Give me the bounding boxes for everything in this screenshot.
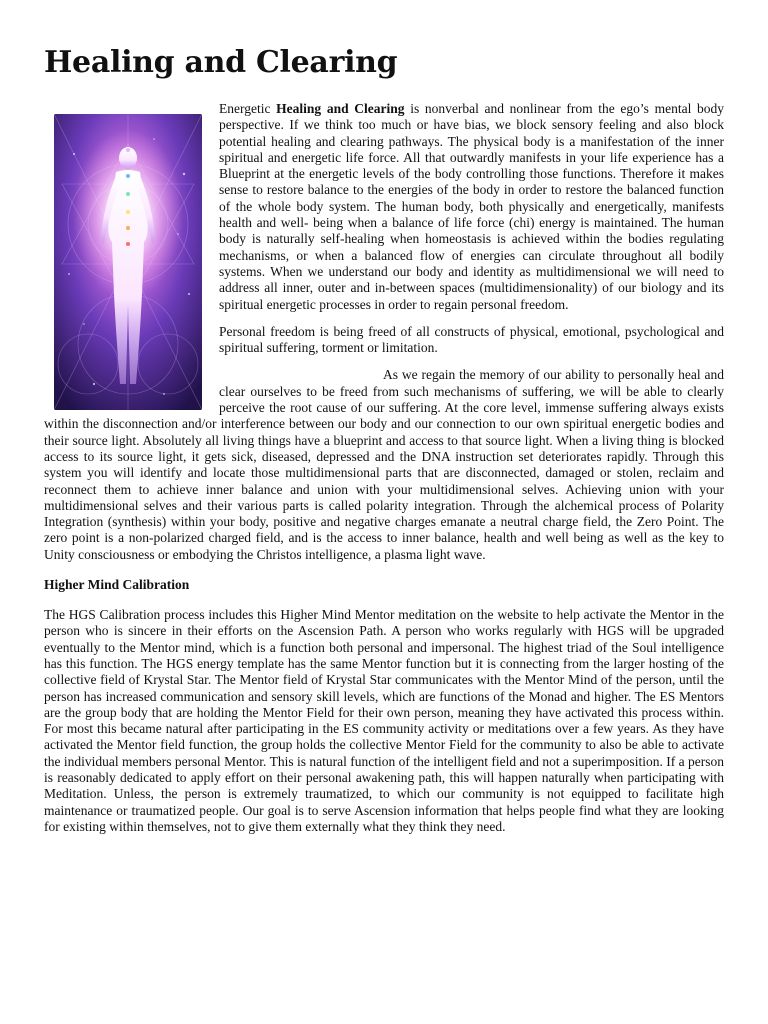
glowing-human-figure-illustration: [54, 114, 202, 410]
regain-memory-paragraph: As we regain the memory of our ability to personally heal and clear ourselves to be freed from such mechanisms of suffering, we will be able to clearly perceive the root cause of our suffering. At the core level, immense suffering always exists within the disconnection and/or interference between our body and our connection to our own spiritual energetic bodies and their source light. Absolutely all living things have a blueprint and access to that source light. When a living thing is blocked access to its source light, it gets sick, diseased, depressed and the DNA instruction set deteriorates rapidly. Through this system you will identify and locate those multidimensional parts that are disconnected, damaged or stolen, reclaim and reconnect them to achieve inner balance and union with your multidimensional selves. Achieving union with your multidimensional selves and their various parts is called polarity integration. Through the alchemical process of Polarity Integration (synthesis) within your body, positive and negative charges emanate a neutral charge field, the Zero Point. The zero point is a non-polarized charged field, and is the access to inner balance, health and well being as well as the key to Unity consciousness or embodying the Christos intelligence, a plasma light wave.: [44, 367, 724, 562]
healing-figure-image: [54, 114, 202, 410]
calibration-paragraph: The HGS Calibration process includes this Higher Mind Mentor meditation on the website to help activate the Mentor in the person who is sincere in their efforts on the Ascension Path. A person who works regularly with HGS will be upgraded eventually to the Mentor mind, which is a function both personal and impersonal. The highest triad of the Soul intelligence has this function. The HGS energy template has the same Mentor function but it is connecting from the larger hosting of the collective field of Krystal Star. The Mentor field of Krystal Star communicates with the Mentor Mind of the person, until the person has increased communication and sensory skill levels, which are functions of the Monad and higher. The ES Mentors are the group body that are holding the Mentor Field for their own person, meaning they have activated this process within. For most this became natural after participating in the ES community activity or meditations over a few years. As they have activated the Mentor field function, the group holds the collective Mentor Field for the community to also be able to activate the individual members personal Mentor. This is natural function of the intelligent field and not a superimposition. If a person is reasonably dedicated to apply effort on their personal awakening path, this will happen naturally when participating with Meditation. Unless, the person is extremely traumatized, to which our community is not equipped to facilitate high maintenance or traumatized people. Our goal is to serve Ascension information that helps people find what they are looking for existing within themselves, not to give them externally what they think they need.: [44, 607, 724, 834]
section-heading: Higher Mind Calibration: [44, 577, 190, 593]
intro-bold-term: Healing and Clearing: [276, 101, 405, 116]
intro-paragraph: Energetic Healing and Clearing is nonverbal and nonlinear from the ego’s mental body perspective. If we think too much or have bias, we block sensory feeling and also block potential healing and clearing pathways. The physical body is a manifestation of the inner spiritual and energetic life force. All that outwardly manifests in your life experience has a Blueprint at the energetic levels of the body controlling those functions. Therefore it makes sense to restore balance to the energies of the body in order to restore the balanced function of the whole body system. The human body, both physically and energetically, manifests health and well- being when a balance of life force (chi) energy is maintained. The human body is naturally self-healing when homeostasis is achieved within the bodies regulating mechanisms, or when a balanced flow of energies can circulate throughout all bodily systems. When we understand our body and identity as multidimensional we will need to address all inner, outer and in-between spaces (multidimensionality) of our biology and its spiritual energetic processes in order to regain personal freedom.: [219, 101, 724, 312]
personal-freedom-paragraph: Personal freedom is being freed of all constructs of physical, emotional, psychological and spiritual suffering, torment or limitation.: [219, 323, 724, 356]
article-body: [44, 101, 724, 835]
document-page: [44, 0, 724, 846]
page-title: Healing and Clearing: [44, 45, 398, 80]
